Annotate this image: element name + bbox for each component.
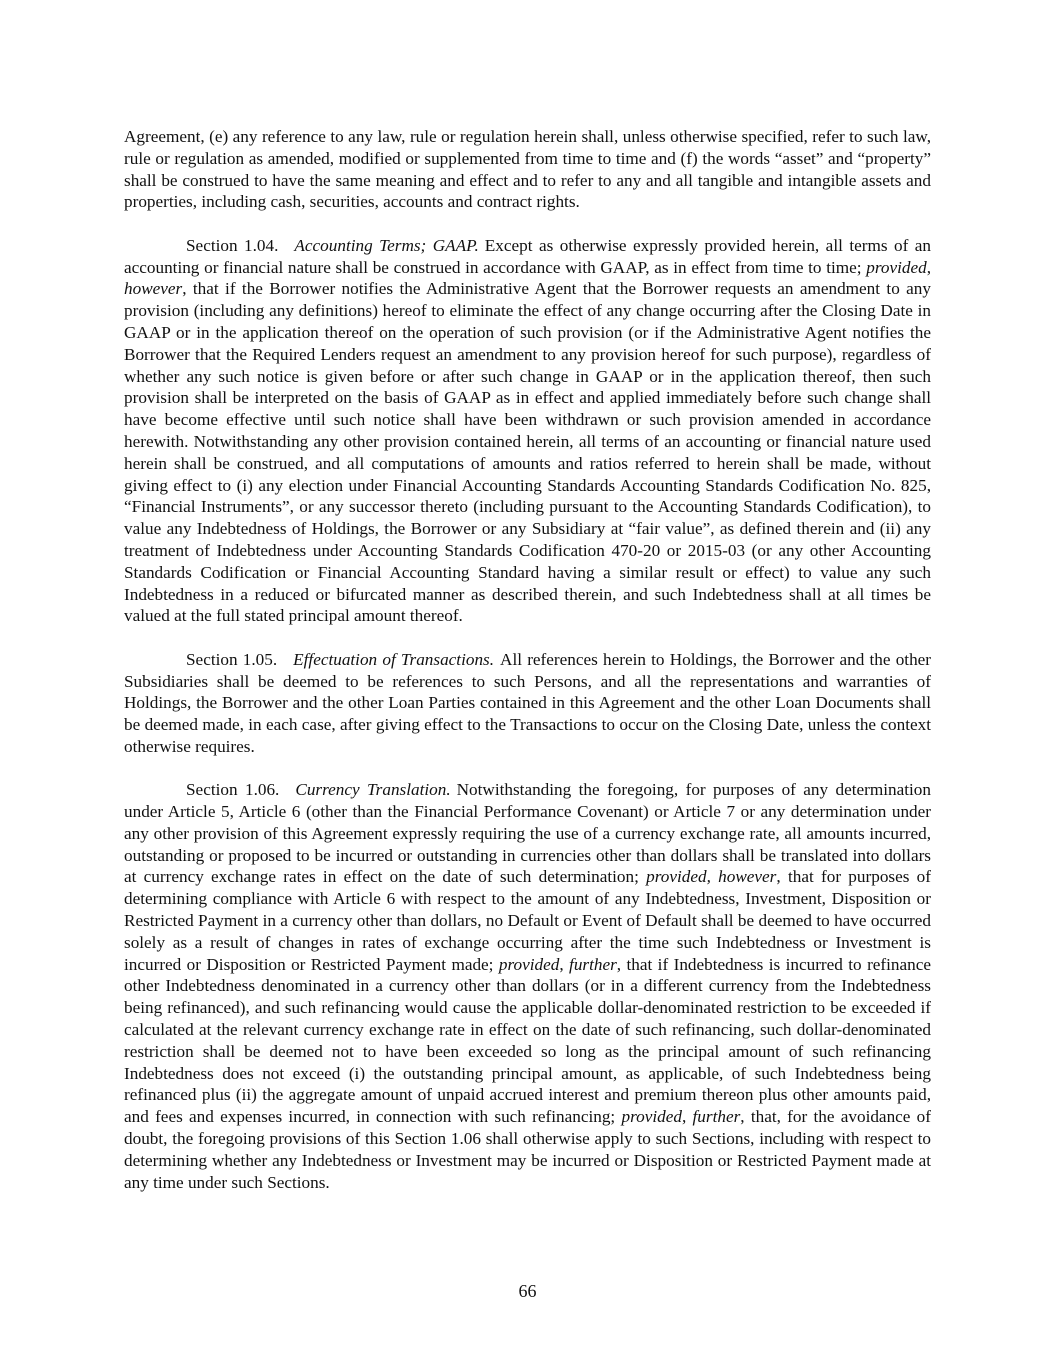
section-1-06-further-3: further [692, 1107, 741, 1127]
section-1-04-title: Accounting Terms; GAAP. [294, 235, 479, 255]
section-1-06-provided-3: provided [621, 1107, 682, 1127]
section-1-06-paragraph [124, 779, 931, 1193]
section-1-06-provided-2: provided [498, 954, 560, 974]
section-1-05-text: All references herein to Holdings, the Borrower and the other Subsidiaries shall be deemed to be references to such Persons, and all the representations and warranties of Holdings, the Borrower and the other Loan Parties contained in this Agreement and the other Loan Documents shall be deemed made, in each case, after giving effect to the Transactions to occur on the Closing Date, unless the context otherwise requires. [124, 649, 932, 756]
section-1-06-title: Currency Translation. [295, 780, 451, 800]
section-1-06-text-2: , that for purposes of determining compliance with Article 6 with respect to the amount of any Indebtedness, Investment, Disposition or Restricted Payment in a currency other than dollars, no Default or Event of Default shall be deemed to have occurred solely as a result of changes in rates of exchange occurring after the time such Indebtedness or Investment is incurred or Disposition or Restricted Payment made; [124, 867, 932, 974]
section-1-05-paragraph [124, 649, 931, 758]
section-1-06-text-1: Notwithstanding the foregoing, for purposes of any determination under Article 5, Article 6 (other than the Financial Performance Covenant) or Article 7 or any determination under any other provision of this Agreement expressly requiring the use of a currency exchange rate, all amounts incurred, outstanding or proposed to be incurred or outstanding in currencies other than dollars shall be translated into dollars at currency exchange rates in effect on the date of such determination; [124, 780, 931, 887]
section-1-04-number: Section 1.04. [186, 235, 279, 255]
section-1-04-however: however [124, 279, 183, 299]
continuation-paragraph [124, 126, 931, 213]
section-1-06-comma-3: , [681, 1107, 693, 1127]
section-1-06-number: Section 1.06. [186, 780, 280, 800]
section-1-06-text-4: , that, for the avoidance of doubt, the foregoing provisions of this Section 1.06 shall otherwise apply to such Sections, including with respect to determining whether any Indebtedness or Investment may be incurred or Disposition or Restricted Payment made at any time under such Sections. [124, 1107, 932, 1192]
continuation-text: Agreement, (e) any reference to any law, rule or regulation herein shall, unless otherwise specified, refer to such law, rule or regulation as amended, modified or supplemented from time to time and (f) the words “asset” and “property” shall be construed to have the same meaning and effect and to refer to any and all tangible and intangible assets and properties, including cash, securities, accounts and contract rights. [124, 127, 931, 212]
section-1-04-comma: , [926, 257, 931, 277]
section-1-04-paragraph [124, 235, 931, 627]
section-1-06-comma-2: , [559, 954, 570, 974]
section-1-04-text-2: , that if the Borrower notifies the Administrative Agent that the Borrower requests an amendment to any provision (including any definitions) hereof to eliminate the effect of any change occurring after the Closing Date in GAAP or in the application thereof on the operation of such provision (or if the Administrative Agent notifies the Borrower that the Required Lenders request an amendment to any provision hereof for such purpose), regardless of whether any such notice is given before or after such change in GAAP or in the application thereof, then such provision shall be interpreted on the basis of GAAP as in effect and applied immediately before such change shall have become effective until such notice shall have been withdrawn or such provision amended in accordance herewith. Notwithstanding any other provision contained herein, all terms of an accounting or financial nature used herein shall be construed, and all computations of amounts and ratios referred to herein shall be made, without giving effect to (i) any election under Financial Accounting Standards Accounting Standards Codification No. 825, “Financial Instruments”, or any successor thereto (including pursuant to the Accounting Standards Codification), to value any Indebtedness of Holdings, the Borrower or any Subsidiary at “fair value”, as defined therein and (ii) any treatment of Indebtedness under Accounting Standards Codification 470-20 or 2015-03 (or any other Accounting Standards Codification or Financial Accounting Standard having a similar result or effect) to value any such Indebtedness in a reduced or bifurcated manner as described therein, and such Indebtedness shall at all times be valued at the full stated principal amount thereof. [124, 279, 931, 626]
page-number: 66 [518, 1281, 537, 1301]
section-1-04-provided: provided [866, 257, 927, 277]
section-1-06-further-2: further [569, 954, 617, 974]
section-1-05-title: Effectuation of Transactions. [293, 649, 495, 669]
document-body [124, 126, 931, 1215]
section-1-04-text-1: Except as otherwise expressly provided herein, all terms of an accounting or financial nature shall be construed in accordance with GAAP, as in effect from time to time; [124, 235, 932, 277]
section-1-06-text-3: , that if Indebtedness is incurred to refinance other Indebtedness denominated in a currency other than dollars (or in a different currency from the Indebtedness being refinanced), and such refinancing would cause the applicable dollar-denominated restriction to be exceeded if calculated at the relevant currency exchange rate in effect on the date of such refinancing, such dollar-denominated restriction shall be deemed not to have been exceeded so long as the principal amount of such refinancing Indebtedness does not exceed (i) the outstanding principal amount, as applicable, of such Indebtedness being refinanced plus (ii) the aggregate amount of unpaid accrued interest and premium thereon plus other amounts paid, and fees and expenses incurred, in connection with such refinancing; [124, 954, 931, 1127]
section-1-05-number: Section 1.05. [186, 649, 278, 669]
section-1-06-provided-however: provided, however [646, 867, 777, 887]
